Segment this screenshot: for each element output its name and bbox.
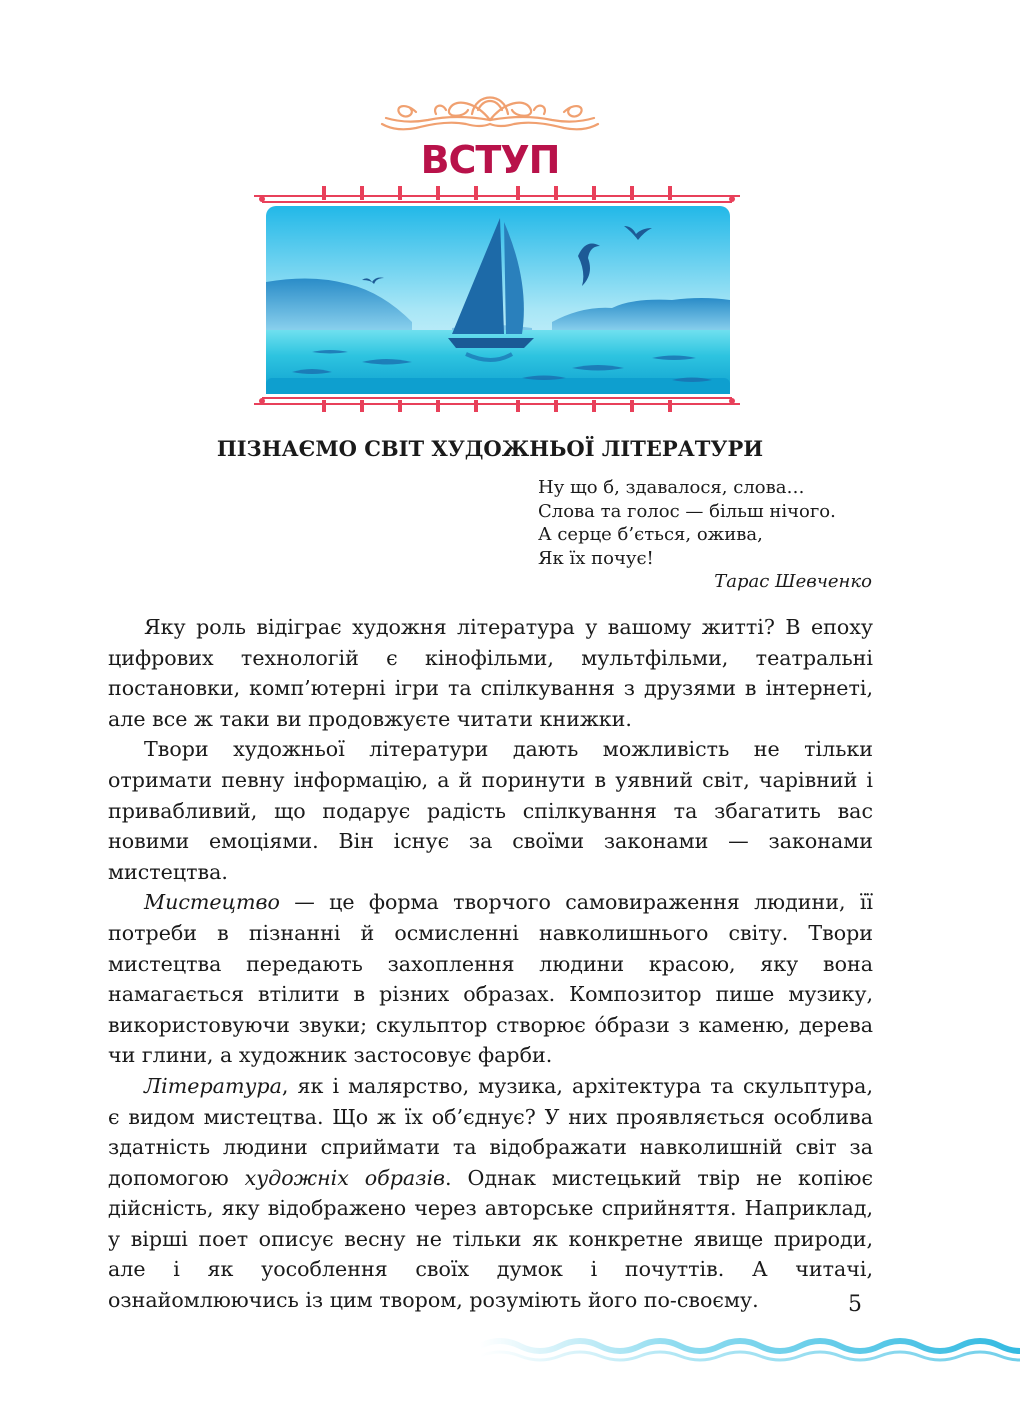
paragraph: Яку роль відіграє художня література у вашому житті? В епоху цифрових технологій є кінофільми, мультфільми, театральні постановки, комп’ютерні ігри та спілкування з друзями в інтернеті, але все ж таки ви продовжуєте читати книжки. <box>108 615 873 731</box>
wave-decoration-icon <box>480 1326 1020 1370</box>
chapter-title: ВСТУП <box>420 138 560 182</box>
epigraph-line: Слова та голос — більш нічого. <box>538 500 836 522</box>
epigraph-line: Як їх почує! <box>538 547 654 569</box>
section-title: ПІЗНАЄМО СВІТ ХУДОЖНЬОЇ ЛІТЕРАТУРИ <box>216 436 764 461</box>
epigraph-line: Ну що б, здавалося, слова… <box>538 477 805 498</box>
epigraph <box>538 476 878 594</box>
paragraph <box>108 1071 873 1316</box>
sailboat-sea-illustration <box>252 182 742 414</box>
paragraph: Твори художньої літератури дають можливість не тільки отримати певну інформацію, а й поринути в уявний світ, чарівний і привабливий, що подарує радість спілкування та збагатить вас новими емоціями. Він існує за своїми законами — законами мистецтва. <box>108 737 873 884</box>
paragraph-text: . Однак мистецький твір не копіює дійсність, яку відображено через авторське сприйняття. Наприклад, у вірші поет описує весну не тільки як конкретне явище природи, але і як уособлення своїх думок і почуттів. А читачі, ознайомлюючись із цим твором, розуміють його по-своєму. <box>108 1165 873 1313</box>
epigraph-line: А серце б’ється, ожива, <box>538 524 763 545</box>
paragraph <box>108 887 873 1071</box>
term-literature: Література <box>144 1073 282 1098</box>
paragraph-text: , як і малярство, музика, архітектура та скульптура, є видом мистецтва. Що ж їх об’єднує? У них проявляється особлива здатність людини сприймати та відображати навколишній світ за допомогою <box>108 1073 873 1190</box>
term-art: Мистецтво <box>144 890 280 915</box>
term-artistic-images: художніх образів <box>244 1165 446 1190</box>
paragraph-text: — це форма творчого самовираження людини, її потреби в пізнанні й осмисленні навколишнього світу. Твори мистецтва передають захоплення людини красою, яку вона намагається втілити в різних образах. Композитор пише музику, використовуючи звуки; скульптор створює о́брази з каменю, дерева чи глини, а художник застосовує фарби. <box>108 890 873 1068</box>
page-number: 5 <box>848 1292 862 1317</box>
epigraph-author: Тарас Шевченко <box>714 571 872 592</box>
body-text <box>108 612 873 1316</box>
scroll-ornament-icon <box>376 84 604 140</box>
